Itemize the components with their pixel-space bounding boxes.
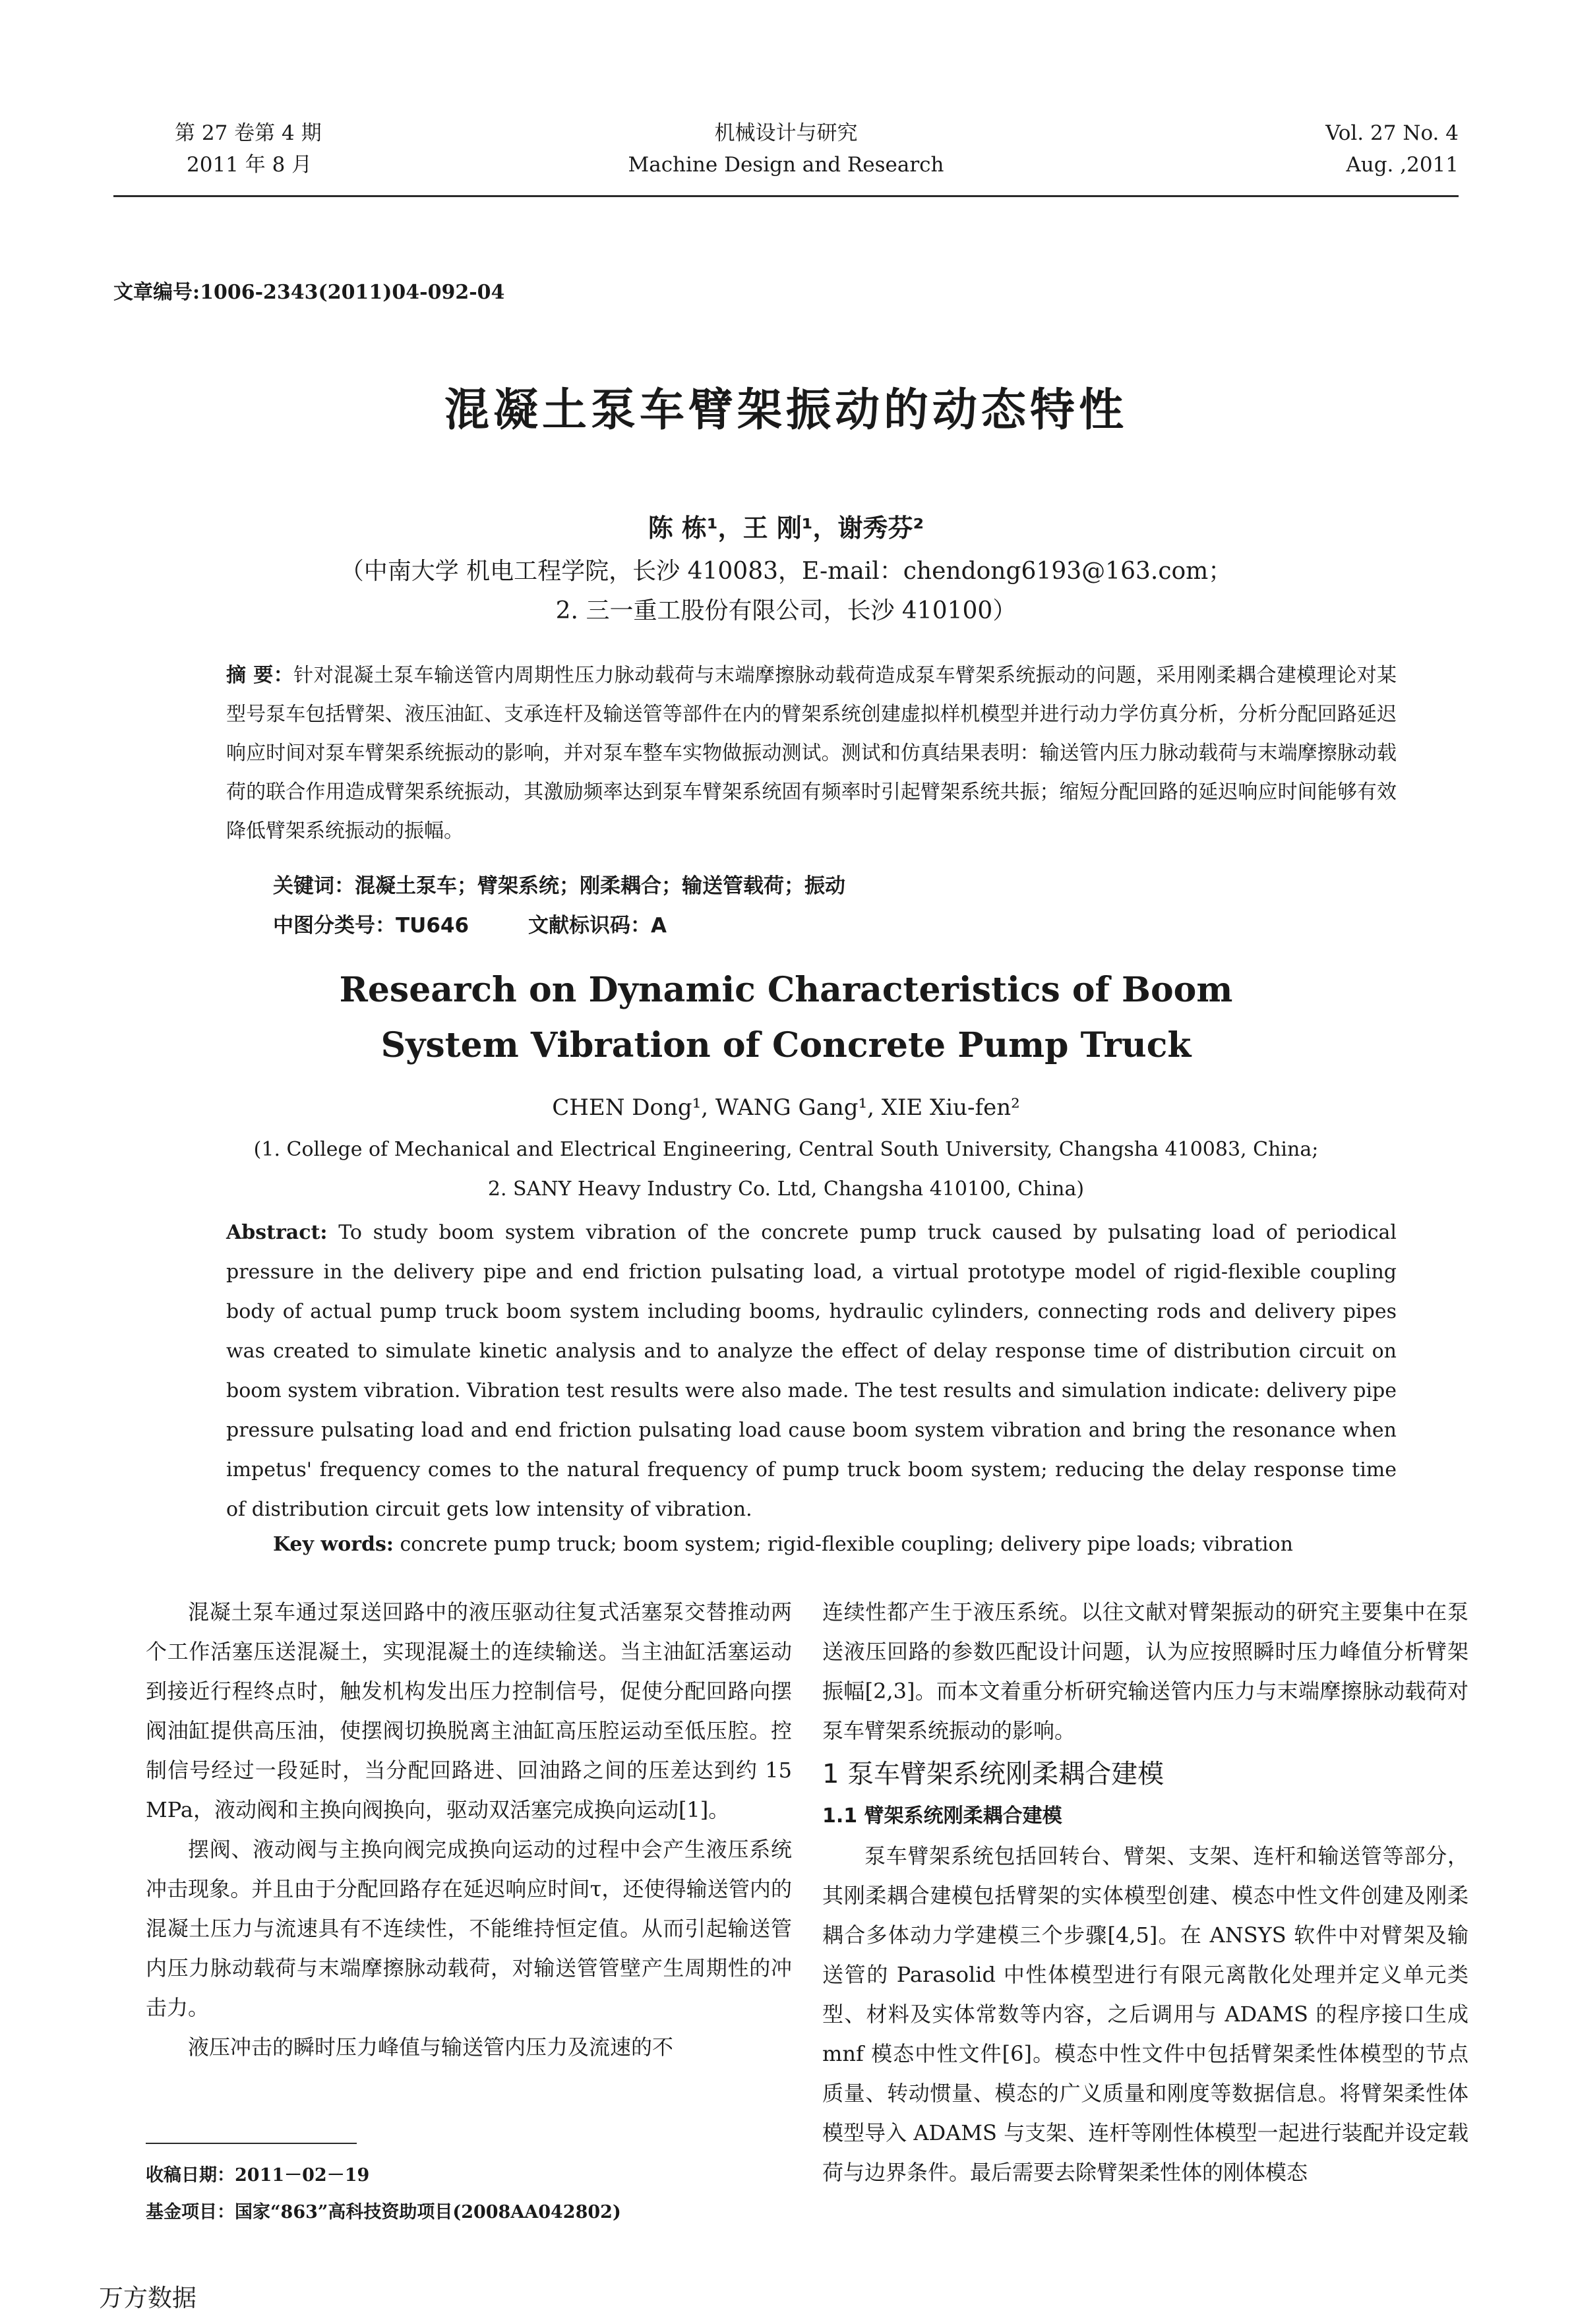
footnote-divider <box>146 2143 357 2144</box>
date-en: Aug. ,2011 <box>1346 153 1459 177</box>
body-paragraph: 液压冲击的瞬时压力峰值与输送管内压力及流速的不 <box>188 2035 674 2060</box>
header-divider <box>113 195 1459 197</box>
authors-cn: 陈 栋¹，王 刚¹，谢秀芬² <box>648 514 924 543</box>
title-en <box>0 963 1572 1073</box>
body-left-column <box>146 1592 792 2067</box>
subsection-heading: 1.1 臂架系统刚柔耦合建模 <box>822 1804 1062 1828</box>
fund-info: 基金项目：国家“863”高科技资助项目(2008AA042802) <box>146 2202 621 2222</box>
abstract-en <box>226 1213 1397 1530</box>
journal-volume-en <box>1325 117 1459 181</box>
issue-date: 2011 年 8 月 <box>187 153 313 177</box>
document-code: 文献标识码：A <box>528 914 667 938</box>
affiliation-cn-1: （中南大学 机电工程学院，长沙 410083，E-mail：chendong6193@163.com； <box>340 558 1232 585</box>
affiliation-en-2: 2. SANY Heavy Industry Co. Ltd, Changsha 410100, China) <box>487 1177 1085 1201</box>
classification-cn <box>273 909 667 938</box>
journal-name-en: Machine Design and Research <box>628 153 944 177</box>
abstract-en-text: To study boom system vibration of the concrete pump truck caused by pulsating load of periodical pressure in the delivery pipe and end friction pulsating load, a virtual prototype model of rigid-flexible coupling body of actual pump truck boom system including booms, hydraulic cylinders, connecting rods and delivery pipes was created to simulate kinetic analysis and to analyze the effect of delay response time of distribution circuit on boom system vibration. Vibration test results were also made. The test results and simulation indicate: delivery pipe pressure pulsating load and end friction pulsating load cause boom system vibration and bring the resonance when impetus' frequency comes to the natural frequency of pump truck boom system; reducing the delay response time of distribution circuit gets low intensity of vibration. <box>226 1221 1397 1521</box>
body-paragraph: 摆阀、液动阀与主换向阀完成换向运动的过程中会产生液压系统冲击现象。并且由于分配回路存在延迟响应时间τ，还使得输送管内的混凝土压力与流速具有不连续性，不能维持恒定值。从而引起输送管内压力脉动载荷与末端摩擦脉动载荷，对输送管管壁产生周期性的冲击力。 <box>146 1837 792 2020</box>
journal-name-cn: 机械设计与研究 <box>714 121 858 145</box>
clc-number: 中图分类号：TU646 <box>273 914 469 938</box>
authors-en: CHEN Dong¹, WANG Gang¹, XIE Xiu-fen² <box>552 1094 1020 1121</box>
body-paragraph: 连续性都产生于液压系统。以往文献对臂架振动的研究主要集中在泵送液压回路的参数匹配设计问题，认为应按照瞬时压力峰值分析臂架振幅[2,3]。而本文着重分析研究输送管内压力与末端摩擦脉动载荷对泵车臂架系统振动的影响。 <box>822 1599 1468 1743</box>
volume-en: Vol. 27 No. 4 <box>1325 121 1459 145</box>
abstract-en-label: Abstract: <box>226 1221 328 1244</box>
wanfang-watermark: 万方数据 <box>99 2284 196 2312</box>
abstract-cn <box>226 656 1397 850</box>
keywords-en-label: Key words: <box>273 1533 394 1556</box>
keywords-en-text: concrete pump truck; boom system; rigid-flexible coupling; delivery pipe loads; vibration <box>393 1533 1293 1556</box>
affiliation-en-1: (1. College of Mechanical and Electrical Engineering, Central South University, Changsha 410083, China; <box>253 1138 1319 1161</box>
abstract-cn-label: 摘 要： <box>226 664 294 687</box>
title-en-line1: Research on Dynamic Characteristics of Boom <box>339 970 1233 1010</box>
body-right-column <box>822 1592 1468 2192</box>
received-date: 收稿日期：2011－02－19 <box>146 2165 370 2186</box>
title-cn: 混凝土泵车臂架振动的动态特性 <box>444 384 1128 436</box>
title-en-line2: System Vibration of Concrete Pump Truck <box>380 1025 1192 1065</box>
affiliation-cn-2: 2. 三一重工股份有限公司，长沙 410100） <box>555 597 1017 624</box>
keywords-cn: 关键词：混凝土泵车；臂架系统；刚柔耦合；输送管载荷；振动 <box>273 874 845 898</box>
section-heading: 1 泵车臂架系统刚柔耦合建模 <box>822 1759 1164 1789</box>
issue-volume: 第 27 卷第 4 期 <box>175 121 322 145</box>
article-number: 文章编号:1006-2343(2011)04-092-04 <box>113 281 505 304</box>
abstract-cn-text: 针对混凝土泵车输送管内周期性压力脉动载荷与末端摩擦脉动载荷造成泵车臂架系统振动的问题，采用刚柔耦合建模理论对某型号泵车包括臂架、液压油缸、支承连杆及输送管等部件在内的臂架系统创建虚拟样机模型并进行动力学仿真分析，分析分配回路延迟响应时间对泵车臂架系统振动的影响，并对泵车整车实物做振动测试。测试和仿真结果表明：输送管内压力脉动载荷与末端摩擦脉动载荷的联合作用造成臂架系统振动，其激励频率达到泵车臂架系统固有频率时引起臂架系统共振；缩短分配回路的延迟响应时间能够有效降低臂架系统振动的振幅。 <box>226 664 1397 843</box>
body-paragraph: 泵车臂架系统包括回转台、臂架、支架、连杆和输送管等部分，其刚柔耦合建模包括臂架的实体模型创建、模态中性文件创建及刚柔耦合多体动力学建模三个步骤[4,5]。在 ANSYS 软件中对臂架及输送管的 Parasolid 中性体模型进行有限元离散化处理并定义单元类型、材料及实体常数等内容，之后调用与 ADAMS 的程序接口生成 mnf 模态中性文件[6]。模态中性文件中包括臂架柔性体模型的节点质量、转动惯量、模态的广义质量和刚度等数据信息。将臂架柔性体模型导入 ADAMS 与支架、连杆等刚性体模型一起进行装配并设定载荷与边界条件。最后需要去除臂架柔性体的刚体模态 <box>822 1843 1468 2185</box>
keywords-en <box>273 1533 1293 1556</box>
body-paragraph: 混凝土泵车通过泵送回路中的液压驱动往复式活塞泵交替推动两个工作活塞压送混凝土，实现混凝土的连续输送。当主油缸活塞运动到接近行程终点时，触发机构发出压力控制信号，促使分配回路向摆阀油缸提供高压油，使摆阀切换脱离主油缸高压腔运动至低压腔。控制信号经过一段延时，当分配回路进、回油路之间的压差达到约 15 MPa，液动阀和主换向阀换向，驱动双活塞完成换向运动[1]。 <box>146 1599 792 1822</box>
